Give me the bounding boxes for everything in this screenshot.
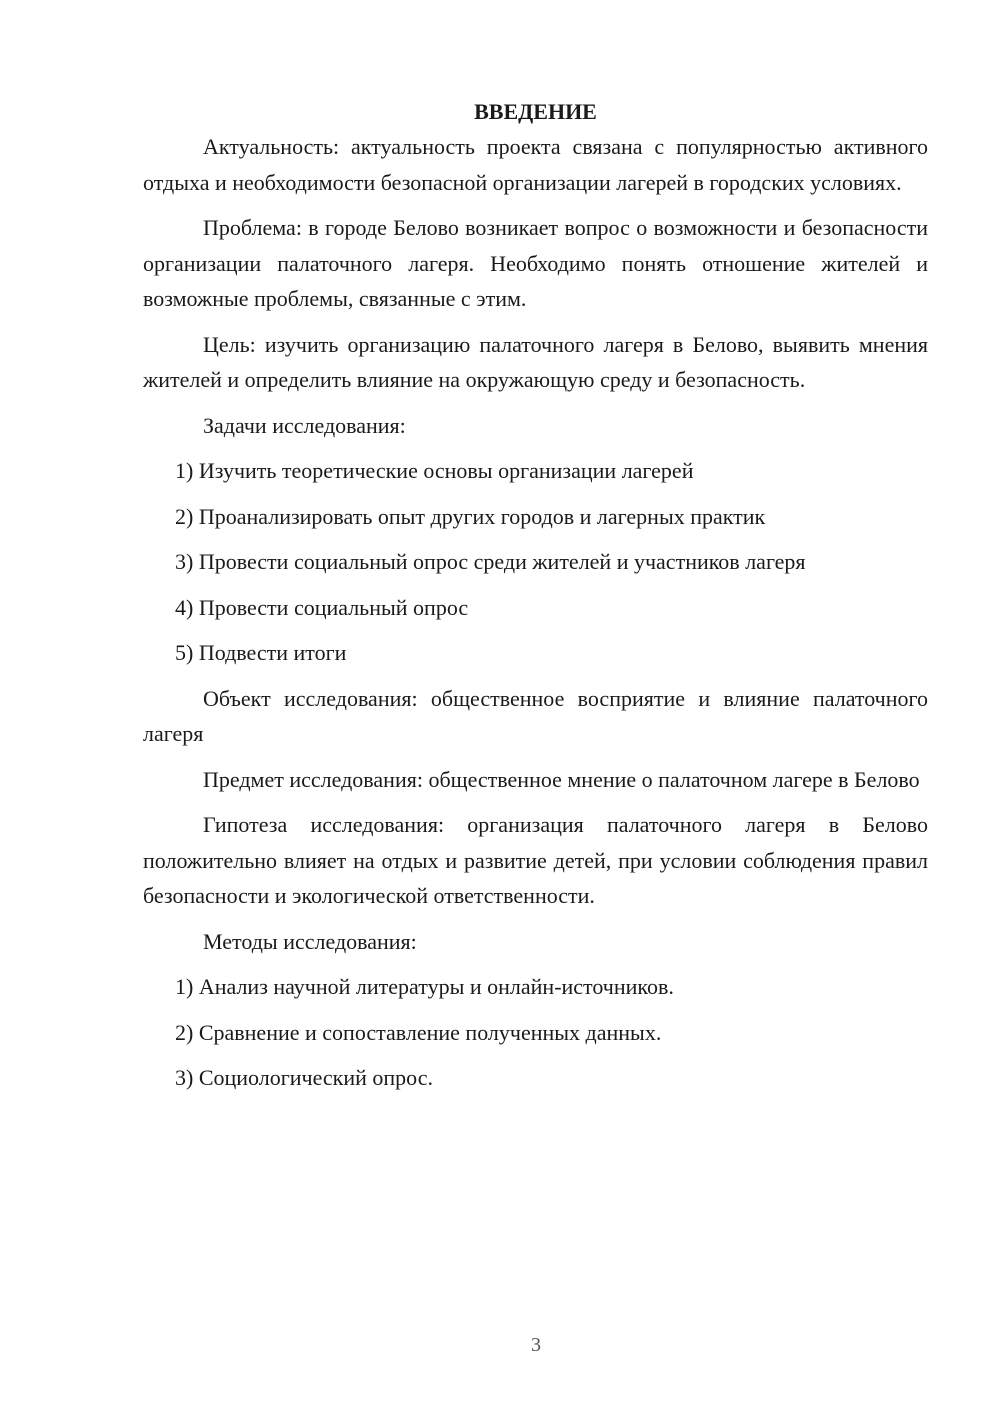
paragraph-subject: Предмет исследования: общественное мнение о палаточном лагере в Белово — [203, 766, 920, 792]
page-title: ВВЕДЕНИЕ — [474, 99, 597, 124]
task-item: 3) Провести социальный опрос среди жителей и участников лагеря — [175, 549, 806, 574]
paragraph-goal: Цель: изучить организацию палаточного лагеря в Белово, выявить мнения жителей и определить влияние на окружающую среду и безопасность. — [143, 331, 928, 392]
method-item: 1) Анализ научной литературы и онлайн-источников. — [175, 974, 674, 999]
method-item: 3) Социологический опрос. — [175, 1065, 433, 1090]
task-item: 2) Проанализировать опыт других городов и лагерных практик — [175, 503, 766, 529]
tasks-heading: Задачи исследования: — [203, 412, 406, 438]
paragraph-hypothesis: Гипотеза исследования: организация палаточного лагеря в Белово положительно влияет на отдых и развитие детей, при условии соблюдения правил безопасности и экологической ответственности. — [143, 812, 928, 908]
method-item: 2) Сравнение и сопоставление полученных данных. — [175, 1019, 662, 1045]
task-item: 1) Изучить теоретические основы организации лагерей — [175, 458, 694, 483]
page-number: 3 — [531, 1334, 541, 1356]
paragraph-problem: Проблема: в городе Белово возникает вопрос о возможности и безопасности организации палаточного лагеря. Необходимо понять отношение жителей и возможные проблемы, связанные с этим. — [143, 215, 928, 311]
paragraph-object: Объект исследования: общественное восприятие и влияние палаточного лагеря — [143, 685, 928, 746]
paragraph-relevance: Актуальность: актуальность проекта связана с популярностью активного отдыха и необходимости безопасной организации лагерей в городских условиях. — [143, 134, 928, 195]
task-item: 4) Провести социальный опрос — [175, 594, 469, 620]
task-item: 5) Подвести итоги — [175, 640, 347, 665]
document-body — [143, 94, 928, 1106]
methods-heading: Методы исследования: — [203, 928, 417, 954]
